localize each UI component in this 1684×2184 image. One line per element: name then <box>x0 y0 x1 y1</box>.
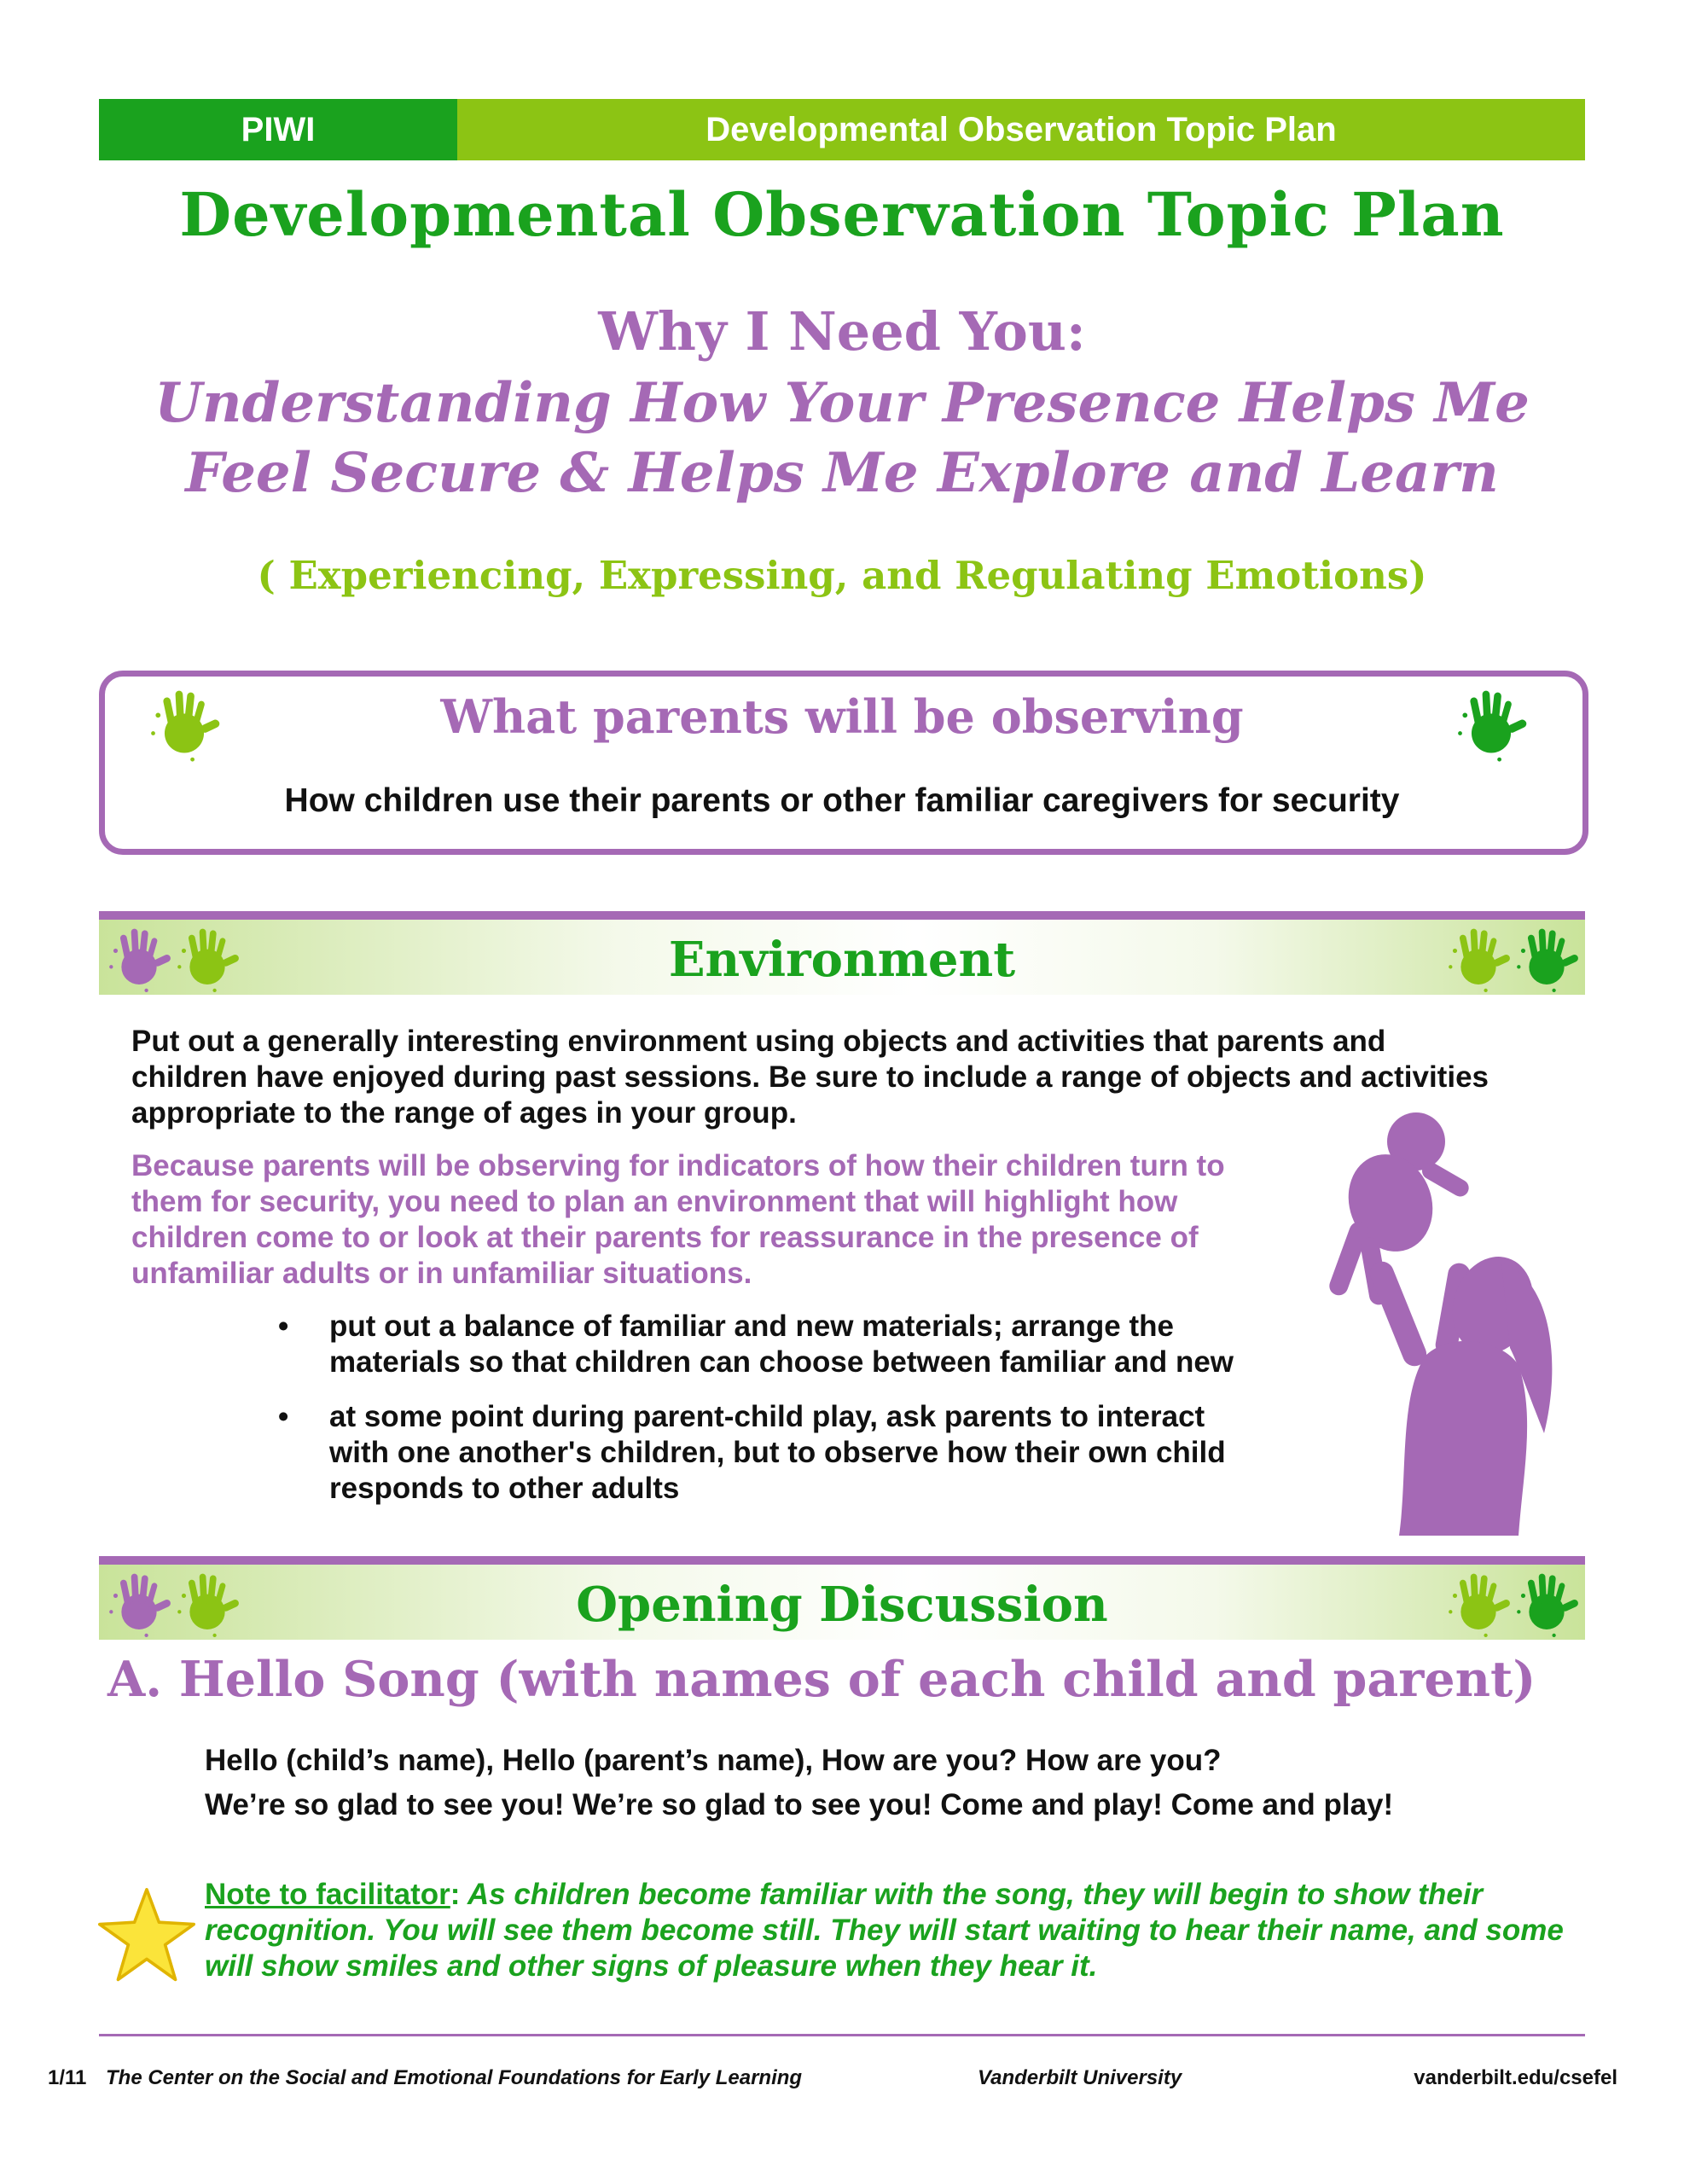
text-line: Put out a generally interesting environment using objects and activities that parents and <box>131 1025 1386 1058</box>
text-line: put out a balance of familiar and new materials; arrange the <box>329 1310 1174 1343</box>
song-line: We’re so glad to see you! We’re so glad to see you! Come and play! Come and play! <box>205 1788 1394 1821</box>
environment-purple-paragraph <box>131 1148 1326 1292</box>
section-divider <box>99 911 1585 920</box>
text-line: them for security, you need to plan an environment that will highlight how <box>131 1185 1178 1218</box>
bullet: • <box>278 1310 289 1343</box>
observing-text: How children use their parents or other familiar caregivers for security <box>284 782 1400 819</box>
note-label: Note to facilitator <box>205 1878 450 1911</box>
text-line: materials so that children can choose between familiar and new <box>329 1345 1234 1379</box>
subtitle-lines <box>0 369 1684 508</box>
subtitle-line1: Why I Need You: <box>598 300 1086 363</box>
page-number: 1/11 <box>48 2066 87 2089</box>
star-icon <box>96 1885 198 1988</box>
text-line: children have enjoyed during past sessions. Be sure to include a range of objects and activities <box>131 1060 1489 1094</box>
note-colon: : <box>450 1878 461 1911</box>
banner-doc-type: Developmental Observation Topic Plan <box>457 99 1585 160</box>
list-item <box>278 1399 1226 1507</box>
text-line: children come to or look at their parents for reassurance in the presence of <box>131 1221 1199 1254</box>
footer-divider <box>99 2034 1585 2036</box>
facilitator-note <box>205 1877 1587 1984</box>
banner-program-label: PIWI <box>99 99 457 160</box>
footer-center-name: The Center on the Social and Emotional Foundations for Early Learning <box>106 2066 803 2089</box>
section-divider <box>99 1556 1585 1565</box>
text-line: at some point during parent-child play, ask parents to interact <box>329 1400 1205 1433</box>
opening-discussion-title: Opening Discussion <box>576 1577 1108 1633</box>
text-line: Because parents will be observing for indicators of how their children turn to <box>131 1149 1225 1182</box>
observing-title: What parents will be observing <box>440 689 1244 744</box>
subtitle-line3: Feel Secure & Helps Me Explore and Learn <box>185 441 1499 505</box>
mother-baby-silhouette <box>1305 1109 1561 1536</box>
list-item <box>278 1309 1234 1380</box>
tagline: ( Experiencing, Expressing, and Regulating Emotions) <box>257 553 1427 598</box>
page-title: Developmental Observation Topic Plan <box>179 179 1505 250</box>
top-banner <box>99 99 1585 160</box>
environment-title: Environment <box>668 932 1016 988</box>
hello-song-title: A. Hello Song (with names of each child and parent) <box>107 1651 1536 1708</box>
song-lyrics <box>205 1739 1393 1827</box>
text-line: unfamiliar adults or in unfamiliar situations. <box>131 1257 752 1290</box>
footer-url[interactable]: vanderbilt.edu/csefel <box>1414 2066 1617 2089</box>
footer-university: Vanderbilt University <box>978 2066 1182 2089</box>
bullet: • <box>278 1400 289 1433</box>
text-line: responds to other adults <box>329 1472 680 1505</box>
song-line: Hello (child’s name), Hello (parent’s name), How are you? How are you? <box>205 1744 1222 1777</box>
text-line: with one another's children, but to observe how their own child <box>329 1436 1226 1469</box>
subtitle-line2: Understanding How Your Presence Helps Me <box>154 371 1530 435</box>
text-line: appropriate to the range of ages in your group. <box>131 1096 797 1130</box>
note-text: As children become familiar with the song, they will begin to show their recognition. You will see them become still. They will start waiting to hear their name, and some will show smiles and other signs of pleasure when they hear it. <box>205 1878 1564 1983</box>
